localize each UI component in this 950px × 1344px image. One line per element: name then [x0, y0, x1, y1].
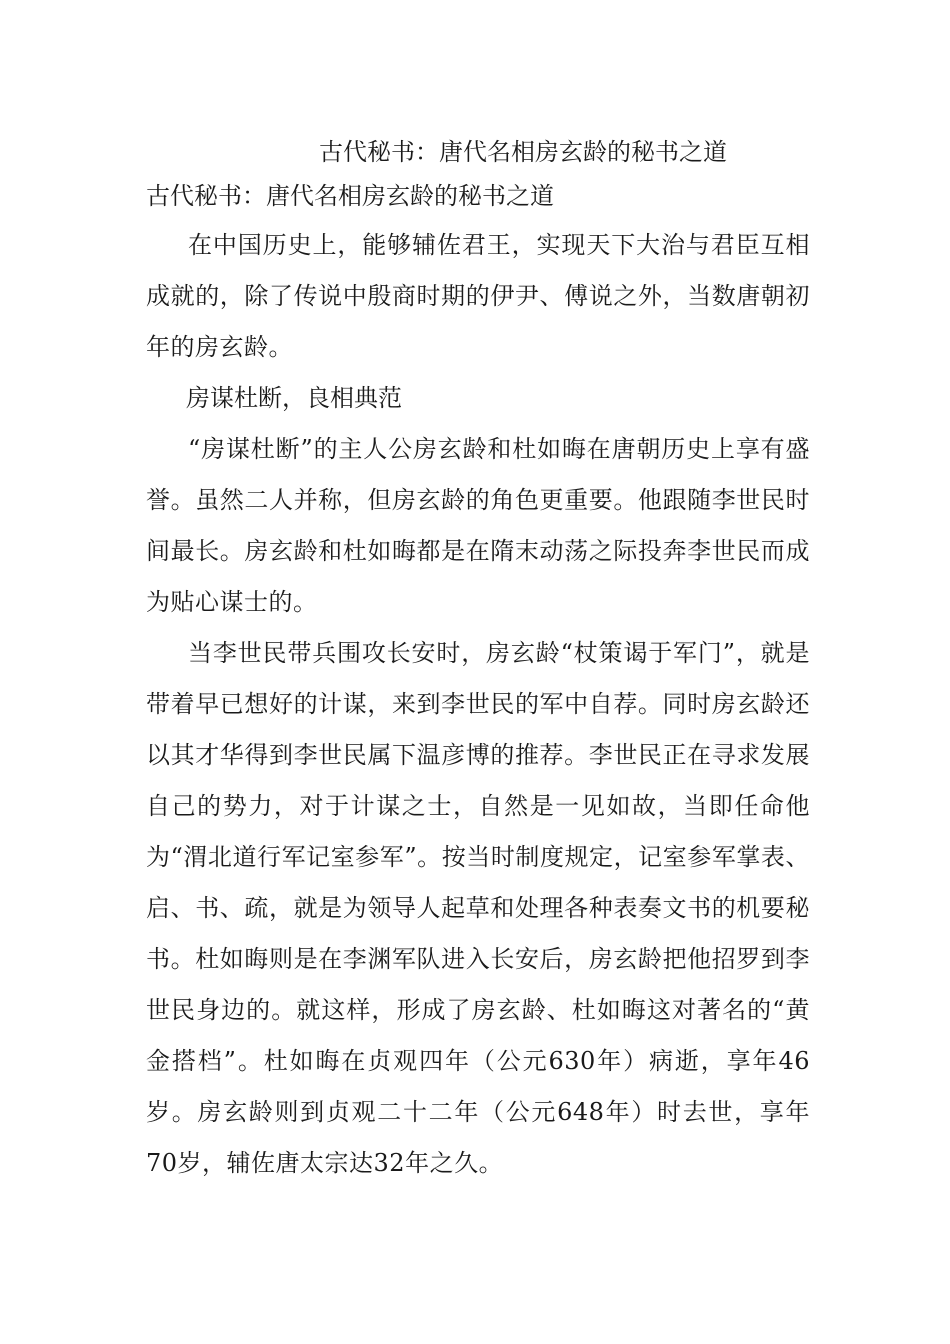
body-paragraph-2: 当李世民带兵围攻长安时，房玄龄“杖策谒于军门”，就是带着早已想好的计谋，来到李世民的军中自荐。同时房玄龄还以其才华得到李世民属下温彦博的推荐。李世民正在寻求发展自己的势力，对于计谋之士，自然是一见如故，当即任命他为“渭北道行军记室参军”。按当时制度规定，记室参军掌表、启、书、疏，就是为领导人起草和处理各种表奏文书的机要秘书。杜如晦则是在李渊军队进入长安后，房玄龄把他招罗到李世民身边的。就这样，形成了房玄龄、杜如晦这对著名的“黄金搭档”。杜如晦在贞观四年（公元630年）病逝，享年46岁。房玄龄则到贞观二十二年（公元648年）时去世，享年70岁，辅佐唐太宗达32年之久。 [146, 639, 810, 1177]
body-paragraph-1: “房谋杜断”的主人公房玄龄和杜如晦在唐朝历史上享有盛誉。虽然二人并称，但房玄龄的角色更重要。他跟随李世民时间最长。房玄龄和杜如晦都是在隋末动荡之际投奔李世民而成为贴心谋士的。 [146, 435, 810, 616]
document-subtitle: 古代秘书：唐代名相房玄龄的秘书之道 [146, 182, 554, 210]
intro-paragraph: 在中国历史上，能够辅佐君王，实现天下大治与君臣互相成就的，除了传说中殷商时期的伊尹、傅说之外，当数唐朝初年的房玄龄。 [146, 231, 810, 361]
document-body [146, 130, 810, 1189]
section-heading: 房谋杜断，良相典范 [186, 384, 402, 412]
document-title: 古代秘书：唐代名相房玄龄的秘书之道 [319, 138, 727, 166]
